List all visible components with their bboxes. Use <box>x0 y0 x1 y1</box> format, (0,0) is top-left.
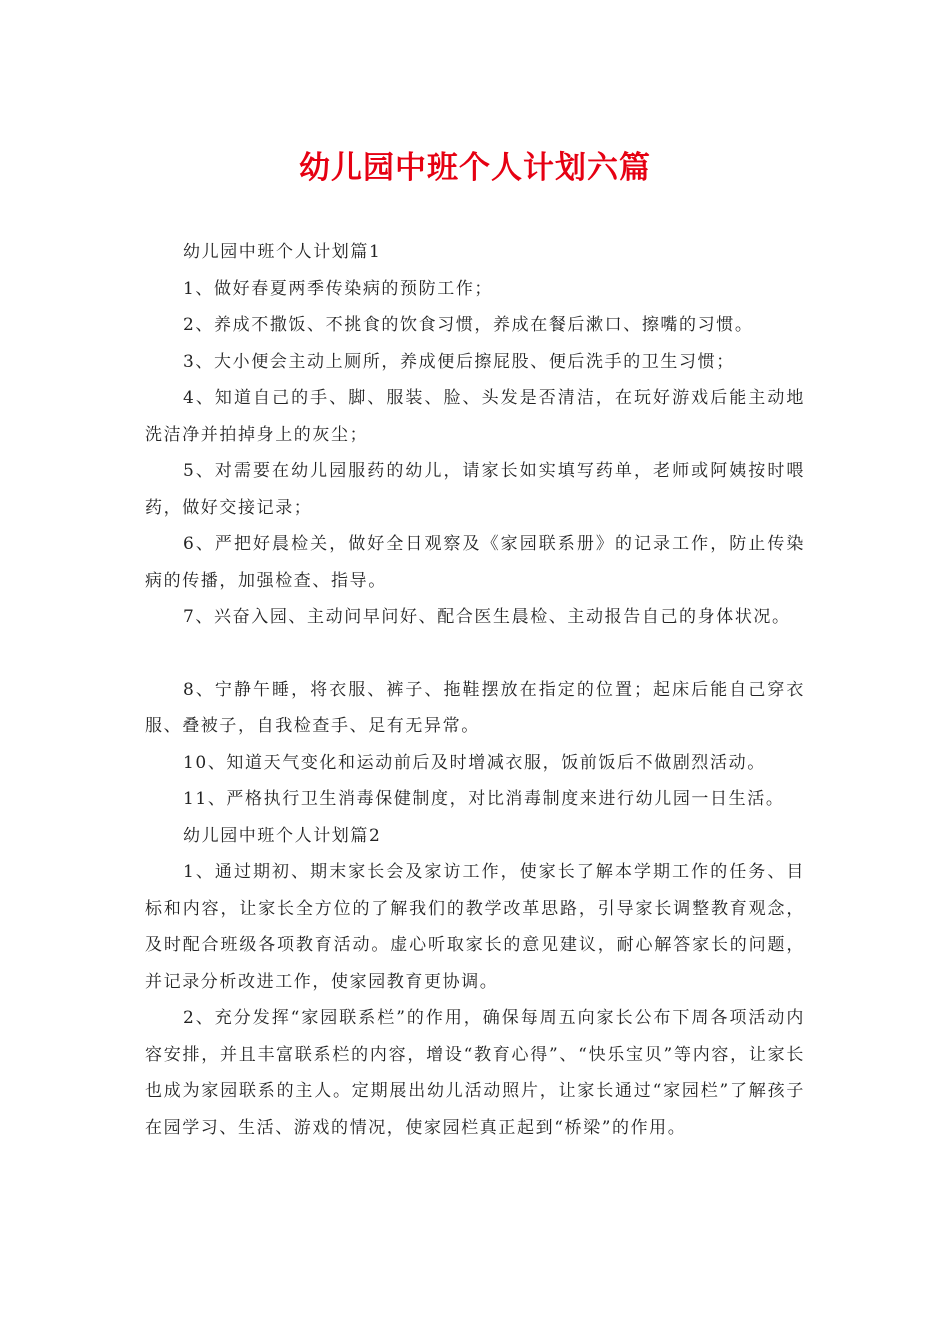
paragraph: 2、充分发挥“家园联系栏”的作用，确保每周五向家长公布下周各项活动内容安排，并且丰富联系栏的内容，增设“教育心得”、“快乐宝贝”等内容，让家长也成为家园联系的主人。定期展出幼儿活动照片，让家长通过“家园栏”了解孩子在园学习、生活、游戏的情况，使家园栏真正起到“桥梁”的作用。 <box>145 1008 805 1138</box>
document-title: 幼儿园中班个人计划六篇 <box>299 150 651 186</box>
paragraph: 10、知道天气变化和运动前后及时增减衣服，饭前饭后不做剧烈活动。 <box>183 752 766 773</box>
paragraph: 4、知道自己的手、脚、服装、脸、头发是否清洁，在玩好游戏后能主动地洗洁净并拍掉身上的灰尘； <box>145 388 805 445</box>
paragraph: 11、严格执行卫生消毒保健制度，对比消毒制度来进行幼儿园一日生活。 <box>183 789 785 809</box>
paragraph: 1、通过期初、期末家长会及家访工作，使家长了解本学期工作的任务、目标和内容，让家长全方位的了解我们的教学改革思路，引导家长调整教育观念，及时配合班级各项教育活动。虚心听取家长的意见建议，耐心解答家长的问题，并记录分析改进工作，使家园教育更协调。 <box>145 862 805 992</box>
paragraph: 6、严把好晨检关，做好全日观察及《家园联系册》的记录工作，防止传染病的传播，加强检查、指导。 <box>145 534 805 591</box>
paragraph: 8、宁静午睡，将衣服、裤子、拖鞋摆放在指定的位置；起床后能自己穿衣服、叠被子，自我检查手、足有无异常。 <box>145 679 805 736</box>
paragraph: 1、做好春夏两季传染病的预防工作； <box>183 278 494 299</box>
blank-line <box>145 636 805 672</box>
paragraph: 3、大小便会主动上厕所，养成便后擦屁股、便后洗手的卫生习惯； <box>183 351 735 372</box>
paragraph: 7、兴奋入园、主动问早问好、配合医生晨检、主动报告自己的身体状况。 <box>183 607 791 627</box>
document-body <box>145 234 805 1146</box>
paragraph: 5、对需要在幼儿园服药的幼儿，请家长如实填写药单，老师或阿姨按时喂药，做好交接记录； <box>145 461 805 518</box>
section-heading-2: 幼儿园中班个人计划篇2 <box>183 825 382 846</box>
paragraph: 2、养成不撒饭、不挑食的饮食习惯，养成在餐后漱口、擦嘴的习惯。 <box>183 315 754 335</box>
section-heading-1: 幼儿园中班个人计划篇1 <box>183 242 382 262</box>
